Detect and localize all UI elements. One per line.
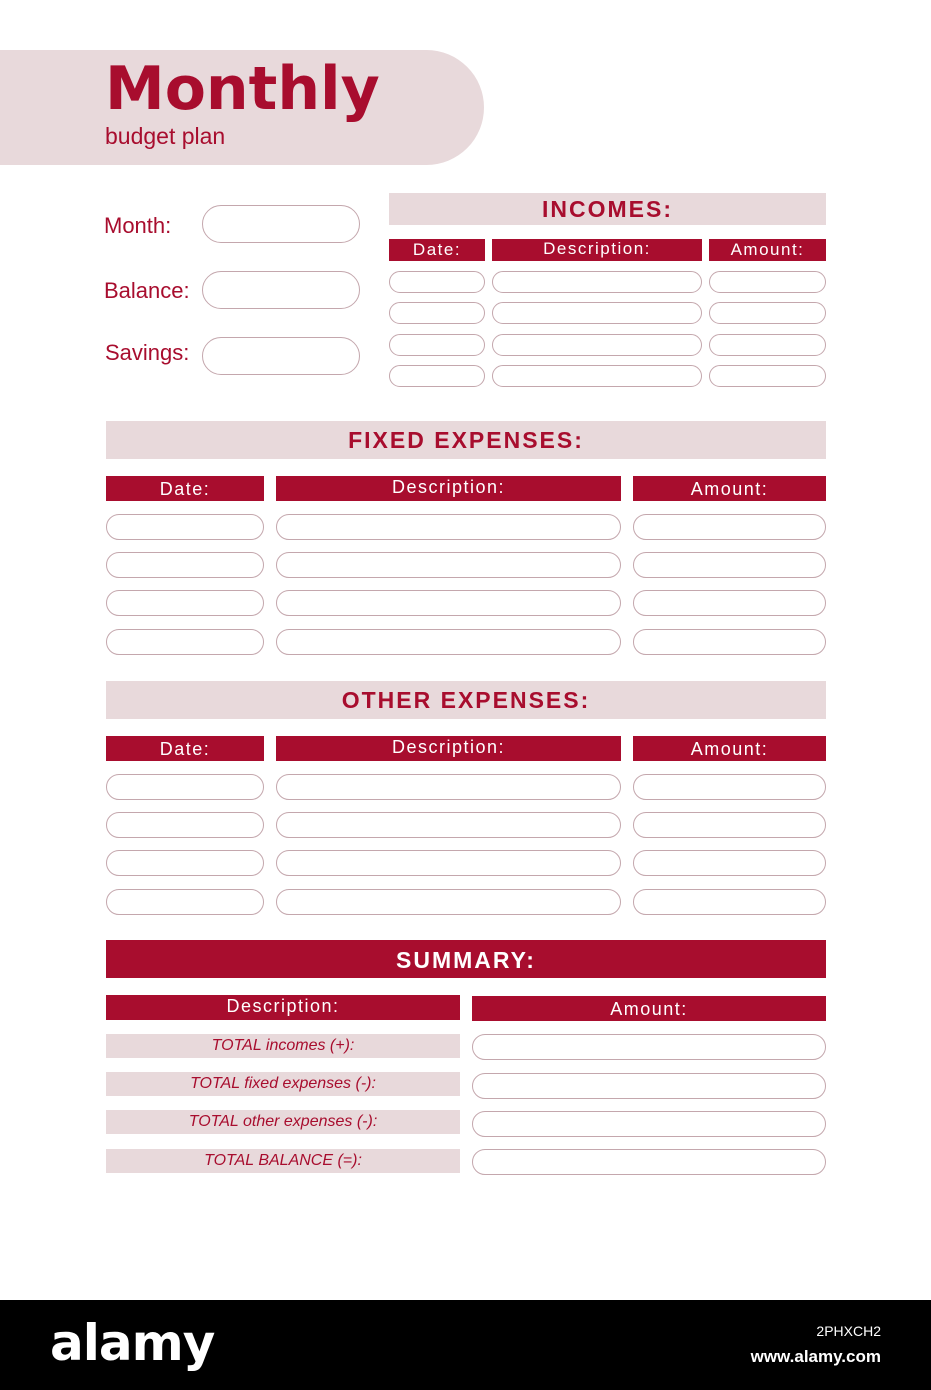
- other-description-field[interactable]: [276, 774, 621, 800]
- month-field[interactable]: [202, 205, 360, 243]
- other-col-amount: Amount:: [633, 736, 826, 761]
- fixed-description-field[interactable]: [276, 629, 621, 655]
- savings-label: Savings:: [105, 340, 190, 365]
- fixed-date-field[interactable]: [106, 629, 264, 655]
- other-amount-field[interactable]: [633, 889, 826, 915]
- fixed-amount-field[interactable]: [633, 590, 826, 616]
- other-description-field[interactable]: [276, 812, 621, 838]
- fixed-date-field[interactable]: [106, 590, 264, 616]
- other-description-field[interactable]: [276, 889, 621, 915]
- incomes-amount-field[interactable]: [709, 334, 826, 356]
- other-date-field[interactable]: [106, 812, 264, 838]
- incomes-header: INCOMES:: [389, 193, 826, 225]
- other-description-field[interactable]: [276, 850, 621, 876]
- fixed-amount-field[interactable]: [633, 514, 826, 540]
- summary-header: SUMMARY:: [106, 940, 826, 978]
- incomes-date-field[interactable]: [389, 302, 485, 324]
- fixed-amount-field[interactable]: [633, 629, 826, 655]
- summary-amount-field[interactable]: [472, 1034, 826, 1060]
- fixed-col-description: Description:: [276, 476, 621, 501]
- summary-row-label: TOTAL BALANCE (=):: [106, 1149, 460, 1173]
- fixed-amount-field[interactable]: [633, 552, 826, 578]
- incomes-col-date: Date:: [389, 239, 485, 261]
- incomes-amount-field[interactable]: [709, 302, 826, 324]
- fixed-date-field[interactable]: [106, 552, 264, 578]
- summary-col-description: Description:: [106, 995, 460, 1020]
- incomes-date-field[interactable]: [389, 334, 485, 356]
- incomes-date-field[interactable]: [389, 365, 485, 387]
- summary-row-label: TOTAL incomes (+):: [106, 1034, 460, 1058]
- incomes-description-field[interactable]: [492, 302, 702, 324]
- month-label: Month:: [104, 213, 172, 238]
- fixed-description-field[interactable]: [276, 552, 621, 578]
- other-expenses-header: OTHER EXPENSES:: [106, 681, 826, 719]
- savings-field[interactable]: [202, 337, 360, 375]
- other-date-field[interactable]: [106, 889, 264, 915]
- summary-amount-field[interactable]: [472, 1073, 826, 1099]
- other-amount-field[interactable]: [633, 850, 826, 876]
- incomes-amount-field[interactable]: [709, 271, 826, 293]
- summary-row-label: TOTAL fixed expenses (-):: [106, 1072, 460, 1096]
- fixed-col-amount: Amount:: [633, 476, 826, 501]
- incomes-col-amount: Amount:: [709, 239, 826, 261]
- incomes-description-field[interactable]: [492, 271, 702, 293]
- fixed-description-field[interactable]: [276, 590, 621, 616]
- incomes-date-field[interactable]: [389, 271, 485, 293]
- other-col-date: Date:: [106, 736, 264, 761]
- incomes-amount-field[interactable]: [709, 365, 826, 387]
- summary-col-amount: Amount:: [472, 996, 826, 1021]
- summary-row-label: TOTAL other expenses (-):: [106, 1110, 460, 1134]
- fixed-expenses-header: FIXED EXPENSES:: [106, 421, 826, 459]
- incomes-description-field[interactable]: [492, 334, 702, 356]
- footer-url[interactable]: www.alamy.com: [750, 1347, 881, 1366]
- fixed-col-date: Date:: [106, 476, 264, 501]
- incomes-col-description: Description:: [492, 239, 702, 261]
- other-amount-field[interactable]: [633, 774, 826, 800]
- fixed-date-field[interactable]: [106, 514, 264, 540]
- other-date-field[interactable]: [106, 774, 264, 800]
- fixed-description-field[interactable]: [276, 514, 621, 540]
- summary-amount-field[interactable]: [472, 1149, 826, 1175]
- other-date-field[interactable]: [106, 850, 264, 876]
- page-title: Monthly: [105, 54, 380, 124]
- image-id: 2PHXCH2: [816, 1323, 881, 1339]
- incomes-description-field[interactable]: [492, 365, 702, 387]
- other-col-description: Description:: [276, 736, 621, 761]
- alamy-logo: alamy: [50, 1314, 215, 1372]
- balance-label: Balance:: [104, 278, 190, 303]
- balance-field[interactable]: [202, 271, 360, 309]
- other-amount-field[interactable]: [633, 812, 826, 838]
- page-subtitle: budget plan: [105, 123, 226, 149]
- summary-amount-field[interactable]: [472, 1111, 826, 1137]
